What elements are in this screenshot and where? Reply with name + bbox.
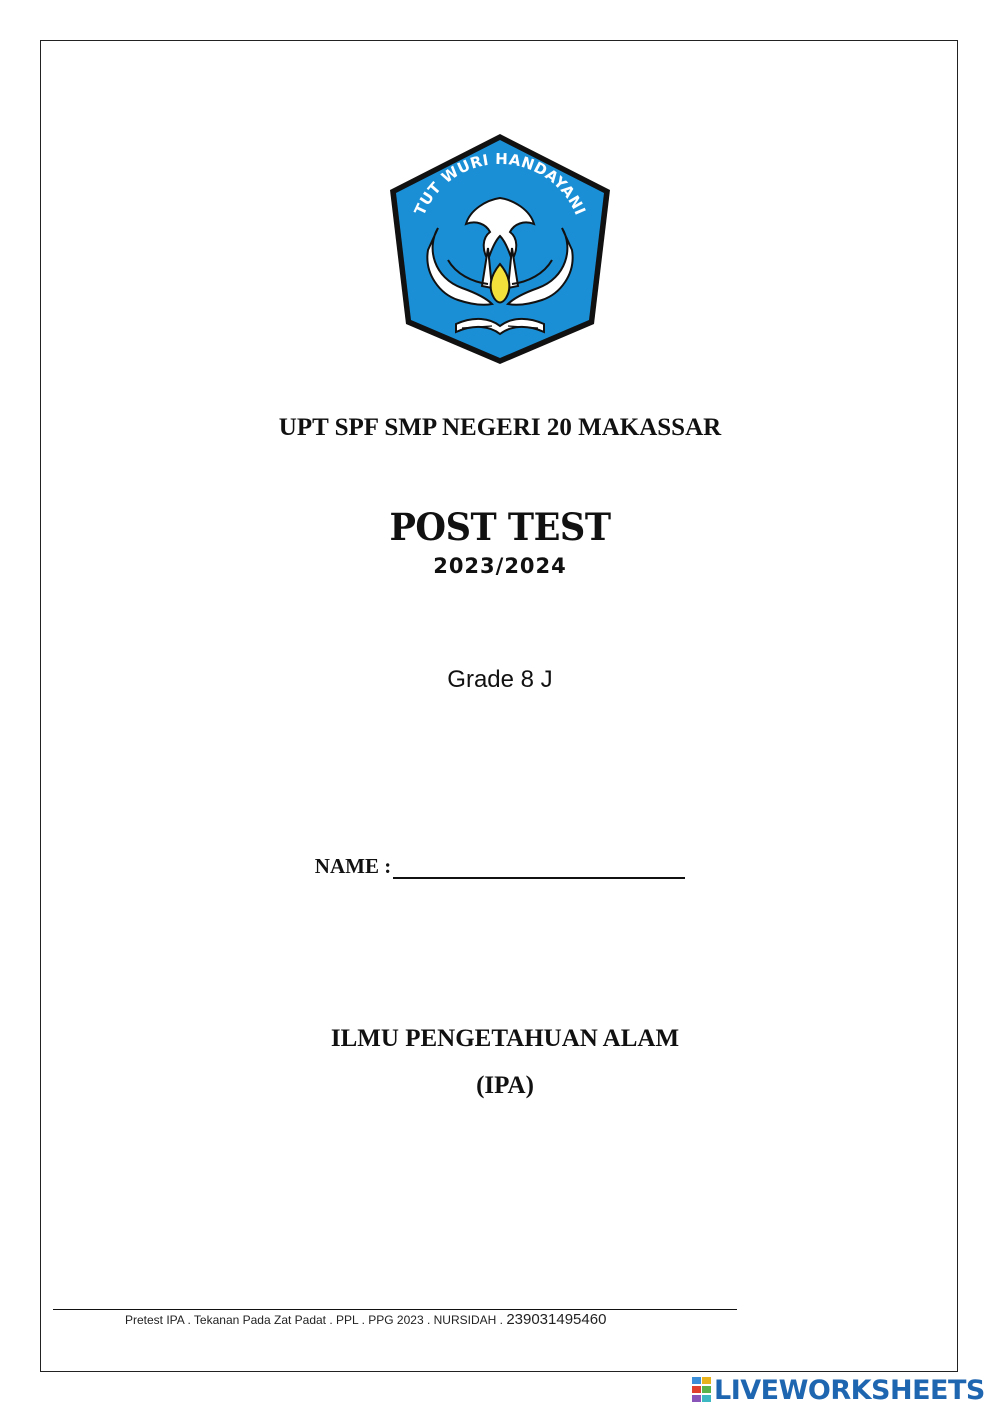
name-input-line[interactable]: [393, 855, 685, 879]
liveworksheets-watermark: [692, 1374, 985, 1406]
footer-divider: [53, 1309, 737, 1310]
emblem-motto: TUT WURI HANDAYANI: [410, 149, 590, 219]
academic-year: 2023/2024: [433, 554, 567, 578]
document-title: POST TEST: [389, 505, 611, 549]
footer-note: [125, 1311, 606, 1328]
liveworksheets-logo-icon: [692, 1376, 712, 1404]
name-field-row: [0, 854, 1000, 879]
subject-title: ILMU PENGETAHUAN ALAM: [330, 1025, 680, 1052]
liveworksheets-brand-text: LIVEWORKSHEETS: [714, 1374, 985, 1406]
grade-label: Grade 8 J: [447, 666, 553, 693]
name-label: NAME :: [314, 854, 392, 878]
footer-id-number: 239031495460: [506, 1311, 607, 1328]
school-name: UPT SPF SMP NEGERI 20 MAKASSAR: [278, 414, 722, 441]
subject-abbreviation: (IPA): [476, 1072, 534, 1099]
footer-text: Pretest IPA . Tekanan Pada Zat Padat . PPL . PPG 2023 . NURSIDAH .: [125, 1313, 507, 1327]
tut-wuri-handayani-emblem: [378, 128, 622, 368]
